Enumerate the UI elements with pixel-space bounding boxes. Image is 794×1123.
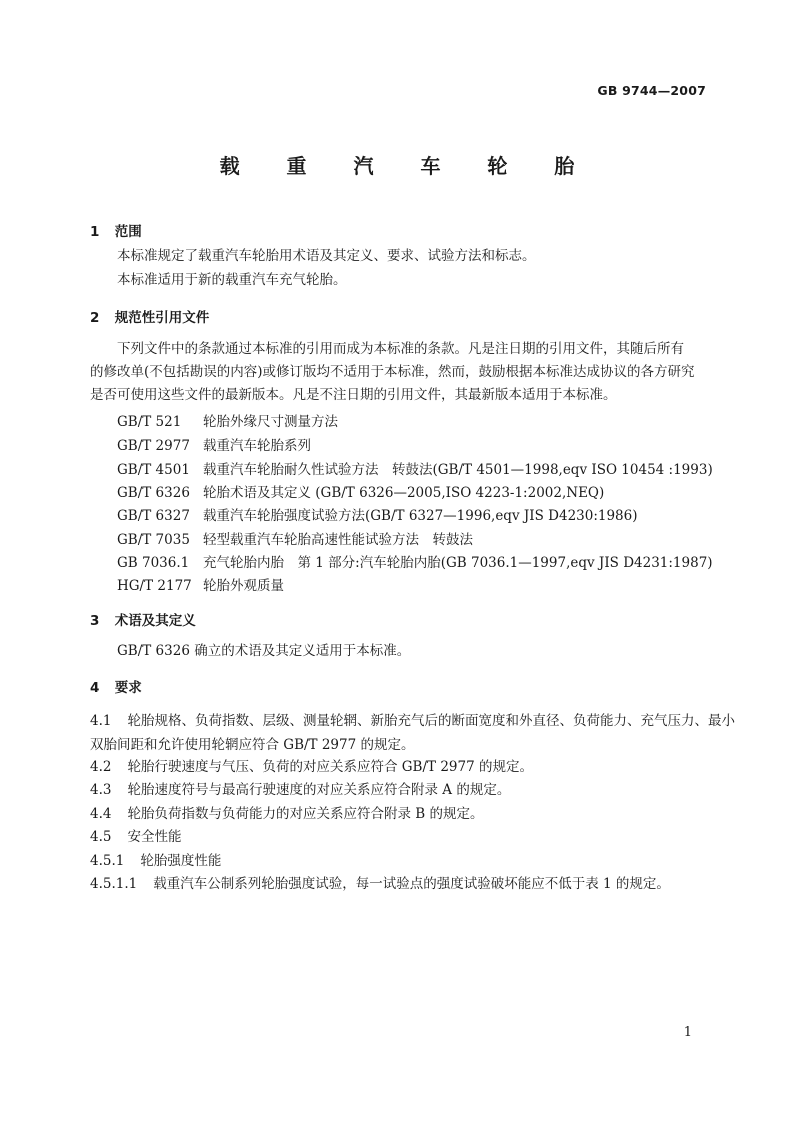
section-number: 1 bbox=[90, 224, 100, 240]
reference-item bbox=[117, 551, 713, 571]
reference-title: 轻型载重汽车轮胎高速性能试验方法 转鼓法 bbox=[203, 532, 473, 548]
reference-item bbox=[117, 434, 311, 454]
reference-code: GB/T 7035 bbox=[117, 532, 190, 548]
reference-item bbox=[117, 458, 713, 478]
standard-code: GB 9744—2007 bbox=[597, 83, 706, 98]
section-title: 范围 bbox=[114, 224, 142, 240]
section-title: 规范性引用文件 bbox=[114, 310, 210, 326]
section-number: 3 bbox=[90, 613, 100, 629]
section-title: 术语及其定义 bbox=[114, 613, 196, 629]
reference-code: GB/T 4501 bbox=[117, 462, 190, 478]
clause-text: 轮胎负荷指数与负荷能力的对应关系应符合附录 B 的规定。 bbox=[127, 806, 484, 822]
clause-text: 轮胎速度符号与最高行驶速度的对应关系应符合附录 A 的规定。 bbox=[127, 782, 511, 798]
section-1-heading bbox=[90, 220, 142, 240]
section-2-heading bbox=[90, 306, 209, 326]
clause-number: 4.2 bbox=[90, 759, 112, 775]
clause-number: 4.5.1.1 bbox=[90, 876, 138, 892]
clause-text: 轮胎行驶速度与气压、负荷的对应关系应符合 GB/T 2977 的规定。 bbox=[127, 759, 533, 775]
clause-4-4 bbox=[90, 802, 484, 822]
section-number: 2 bbox=[90, 310, 100, 326]
clause-number: 4.5 bbox=[90, 829, 112, 845]
clause-number: 4.4 bbox=[90, 806, 112, 822]
reference-title: 轮胎术语及其定义 (GB/T 6326—2005,ISO 4223-1:2002,NEQ) bbox=[203, 485, 605, 501]
clause-4-3 bbox=[90, 778, 510, 798]
clause-4-1-continuation: 双胎间距和允许使用轮辋应符合 GB/T 2977 的规定。 bbox=[90, 737, 415, 753]
reference-code: GB/T 6327 bbox=[117, 508, 190, 524]
paragraph: GB/T 6326 确立的术语及其定义适用于本标准。 bbox=[117, 643, 411, 659]
reference-item bbox=[117, 528, 473, 548]
reference-code: HG/T 2177 bbox=[117, 578, 192, 594]
clause-text: 轮胎强度性能 bbox=[140, 853, 222, 869]
paragraph-line: 是否可使用这些文件的最新版本。凡是不注日期的引用文件，其最新版本适用于本标准。 bbox=[90, 387, 617, 403]
clause-4-2 bbox=[90, 755, 533, 775]
clause-4-5 bbox=[90, 825, 181, 845]
reference-code: GB/T 6326 bbox=[117, 485, 190, 501]
paragraph: 本标准规定了载重汽车轮胎用术语及其定义、要求、试验方法和标志。 bbox=[117, 248, 536, 264]
clause-number: 4.3 bbox=[90, 782, 112, 798]
clause-text: 载重汽车公制系列轮胎强度试验，每一试验点的强度试验破坏能应不低于表 1 的规定。 bbox=[153, 876, 670, 892]
section-number: 4 bbox=[90, 680, 100, 696]
reference-code: GB 7036.1 bbox=[117, 555, 190, 571]
reference-code: GB/T 2977 bbox=[117, 438, 190, 454]
clause-4-5-1 bbox=[90, 849, 221, 869]
reference-item bbox=[117, 504, 638, 524]
document-title: 载 重 汽 车 轮 胎 bbox=[219, 154, 595, 178]
page-number: 1 bbox=[683, 1025, 692, 1040]
reference-title: 充气轮胎内胎 第 1 部分:汽车轮胎内胎(GB 7036.1—1997,eqv JIS D4231:1987) bbox=[203, 555, 713, 571]
clause-4-5-1-1 bbox=[90, 872, 670, 892]
reference-item bbox=[117, 410, 338, 430]
section-4-heading bbox=[90, 676, 142, 696]
paragraph-line: 的修改单(不包括勘误的内容)或修订版均不适用于本标准，然而，鼓励根据本标准达成协议的各方研究 bbox=[90, 364, 695, 380]
reference-title: 载重汽车轮胎强度试验方法(GB/T 6327—1996,eqv JIS D4230:1986) bbox=[203, 508, 638, 524]
reference-item bbox=[117, 574, 284, 594]
section-title: 要求 bbox=[114, 680, 142, 696]
reference-title: 轮胎外缘尺寸测量方法 bbox=[203, 414, 338, 430]
reference-code: GB/T 521 bbox=[117, 414, 182, 430]
reference-item bbox=[117, 481, 604, 501]
clause-4-1 bbox=[90, 709, 735, 729]
clause-text: 轮胎规格、负荷指数、层级、测量轮辋、新胎充气后的断面宽度和外直径、负荷能力、充气压力、最小 bbox=[127, 713, 735, 729]
reference-title: 载重汽车轮胎系列 bbox=[203, 438, 311, 454]
reference-title: 载重汽车轮胎耐久性试验方法 转鼓法(GB/T 4501—1998,eqv ISO 10454 :1993) bbox=[203, 462, 713, 478]
reference-title: 轮胎外观质量 bbox=[203, 578, 284, 594]
clause-number: 4.1 bbox=[90, 713, 112, 729]
paragraph-line: 下列文件中的条款通过本标准的引用而成为本标准的条款。凡是注日期的引用文件，其随后所有 bbox=[117, 341, 684, 357]
clause-number: 4.5.1 bbox=[90, 853, 125, 869]
paragraph: 本标准适用于新的载重汽车充气轮胎。 bbox=[117, 272, 347, 288]
section-3-heading bbox=[90, 609, 196, 629]
clause-text: 安全性能 bbox=[127, 829, 182, 845]
